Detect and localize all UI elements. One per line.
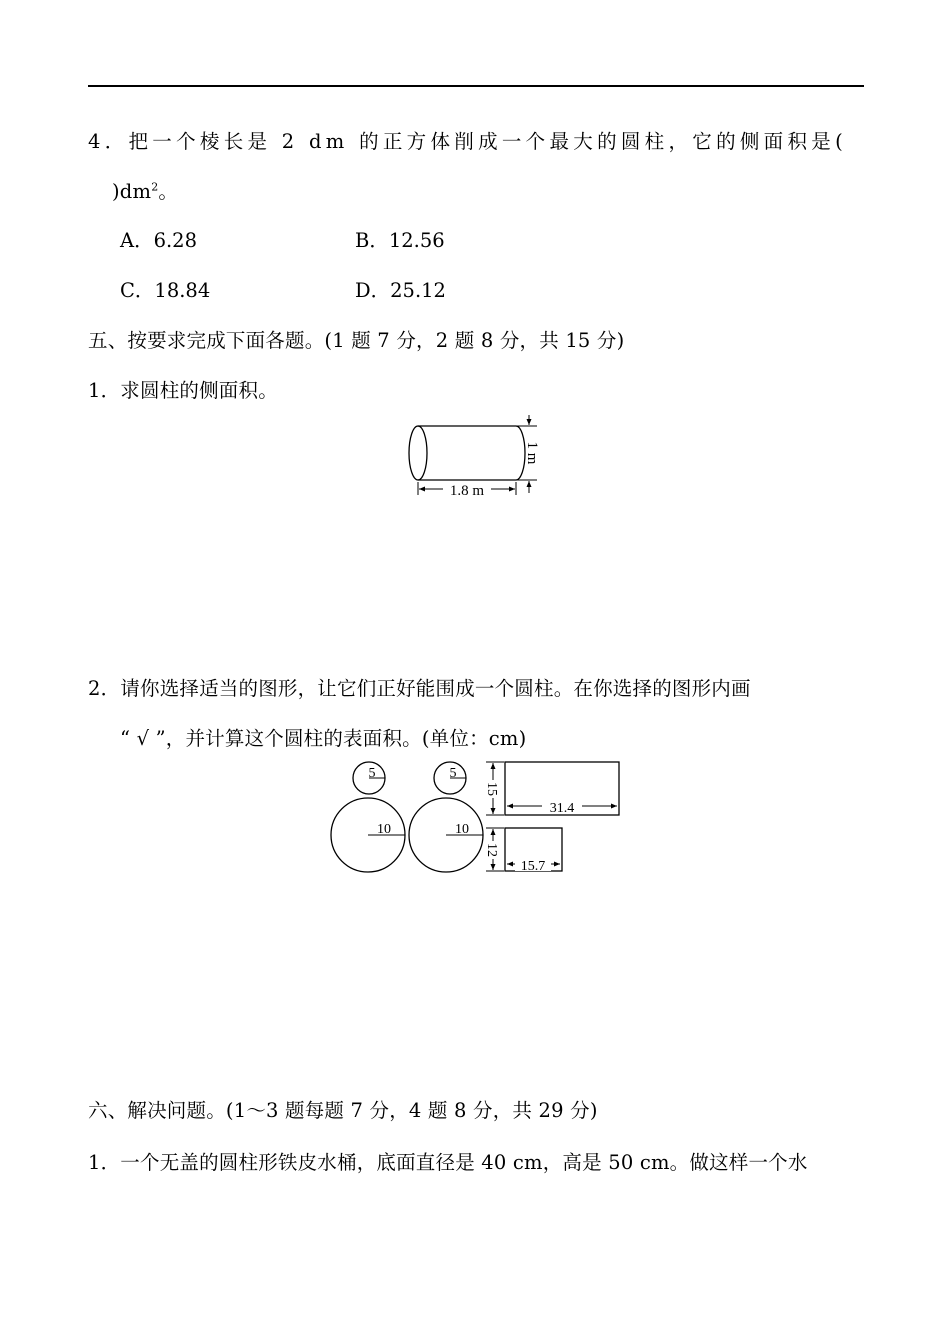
- diameter-arrowhead-bottom: [527, 481, 532, 487]
- section5-heading: 五、按要求完成下面各题。(1 题 7 分，2 题 8 分，共 15 分): [88, 329, 625, 352]
- small-circle-1-label: 5: [368, 766, 376, 781]
- section6-q1-line1: 1．一个无盖的圆柱形铁皮水桶，底面直径是 40 cm，高是 50 cm。做这样一个水: [88, 1151, 808, 1174]
- section6-heading: 六、解决问题。(1～3 题每题 7 分，4 题 8 分，共 29 分): [88, 1099, 598, 1122]
- rect1-height-label: 15: [484, 782, 499, 796]
- section5-q2-line2: “ √ ”，并计算这个圆柱的表面积。(单位：cm): [120, 727, 527, 750]
- rect1-width-arrowhead-right: [611, 804, 617, 809]
- q4-option-d[interactable]: D．25.12: [355, 279, 446, 302]
- q4-line2: [112, 180, 178, 204]
- large-circle-2-label: 10: [455, 822, 469, 837]
- rect2-width-arrowhead-left: [507, 862, 513, 867]
- length-arrowhead-right: [509, 487, 515, 492]
- q4-period: 。: [158, 180, 179, 203]
- rect1-height-arrowhead-top: [491, 763, 496, 769]
- length-arrowhead-left: [419, 487, 425, 492]
- section5-q1-text: 1．求圆柱的侧面积。: [88, 379, 278, 402]
- net-shapes-figure: [325, 758, 625, 878]
- section5-q2-line1: 2．请你选择适当的图形，让它们正好能围成一个圆柱。在你选择的图形内画: [88, 677, 751, 700]
- rect2-width-arrowhead-right: [554, 862, 560, 867]
- rect2-height-arrowhead-top: [491, 829, 496, 835]
- q4-option-b[interactable]: B．12.56: [355, 229, 445, 252]
- q4-option-a[interactable]: A．6.28: [120, 229, 198, 252]
- q4-blank-close: )dm: [112, 180, 152, 203]
- rect2-width-label: 15.7: [520, 859, 546, 874]
- rect2-height-arrowhead-bottom: [491, 864, 496, 870]
- rect1-height-arrowhead-bottom: [491, 808, 496, 814]
- rect1-width-arrowhead-left: [507, 804, 513, 809]
- large-circle-1-label: 10: [377, 822, 391, 837]
- q4-line1: 4．把一个棱长是 2 dm 的正方体削成一个最大的圆柱，它的侧面积是(: [88, 130, 847, 153]
- q4-unit-exponent: 2: [151, 180, 159, 194]
- q4-option-c[interactable]: C．18.84: [120, 279, 211, 302]
- cylinder-diameter-label: 1 m: [524, 441, 540, 465]
- cylinder-right-end: [516, 426, 525, 480]
- cylinder-left-end: [409, 426, 427, 480]
- small-circle-2-label: 5: [449, 766, 457, 781]
- cylinder-length-label: 1.8 m: [449, 483, 485, 499]
- top-rule: [88, 85, 864, 87]
- rect1-width-label: 31.4: [549, 801, 575, 816]
- diameter-arrowhead-top: [527, 419, 532, 425]
- rect2-height-label: 12: [484, 843, 499, 857]
- cylinder-figure: [405, 413, 550, 505]
